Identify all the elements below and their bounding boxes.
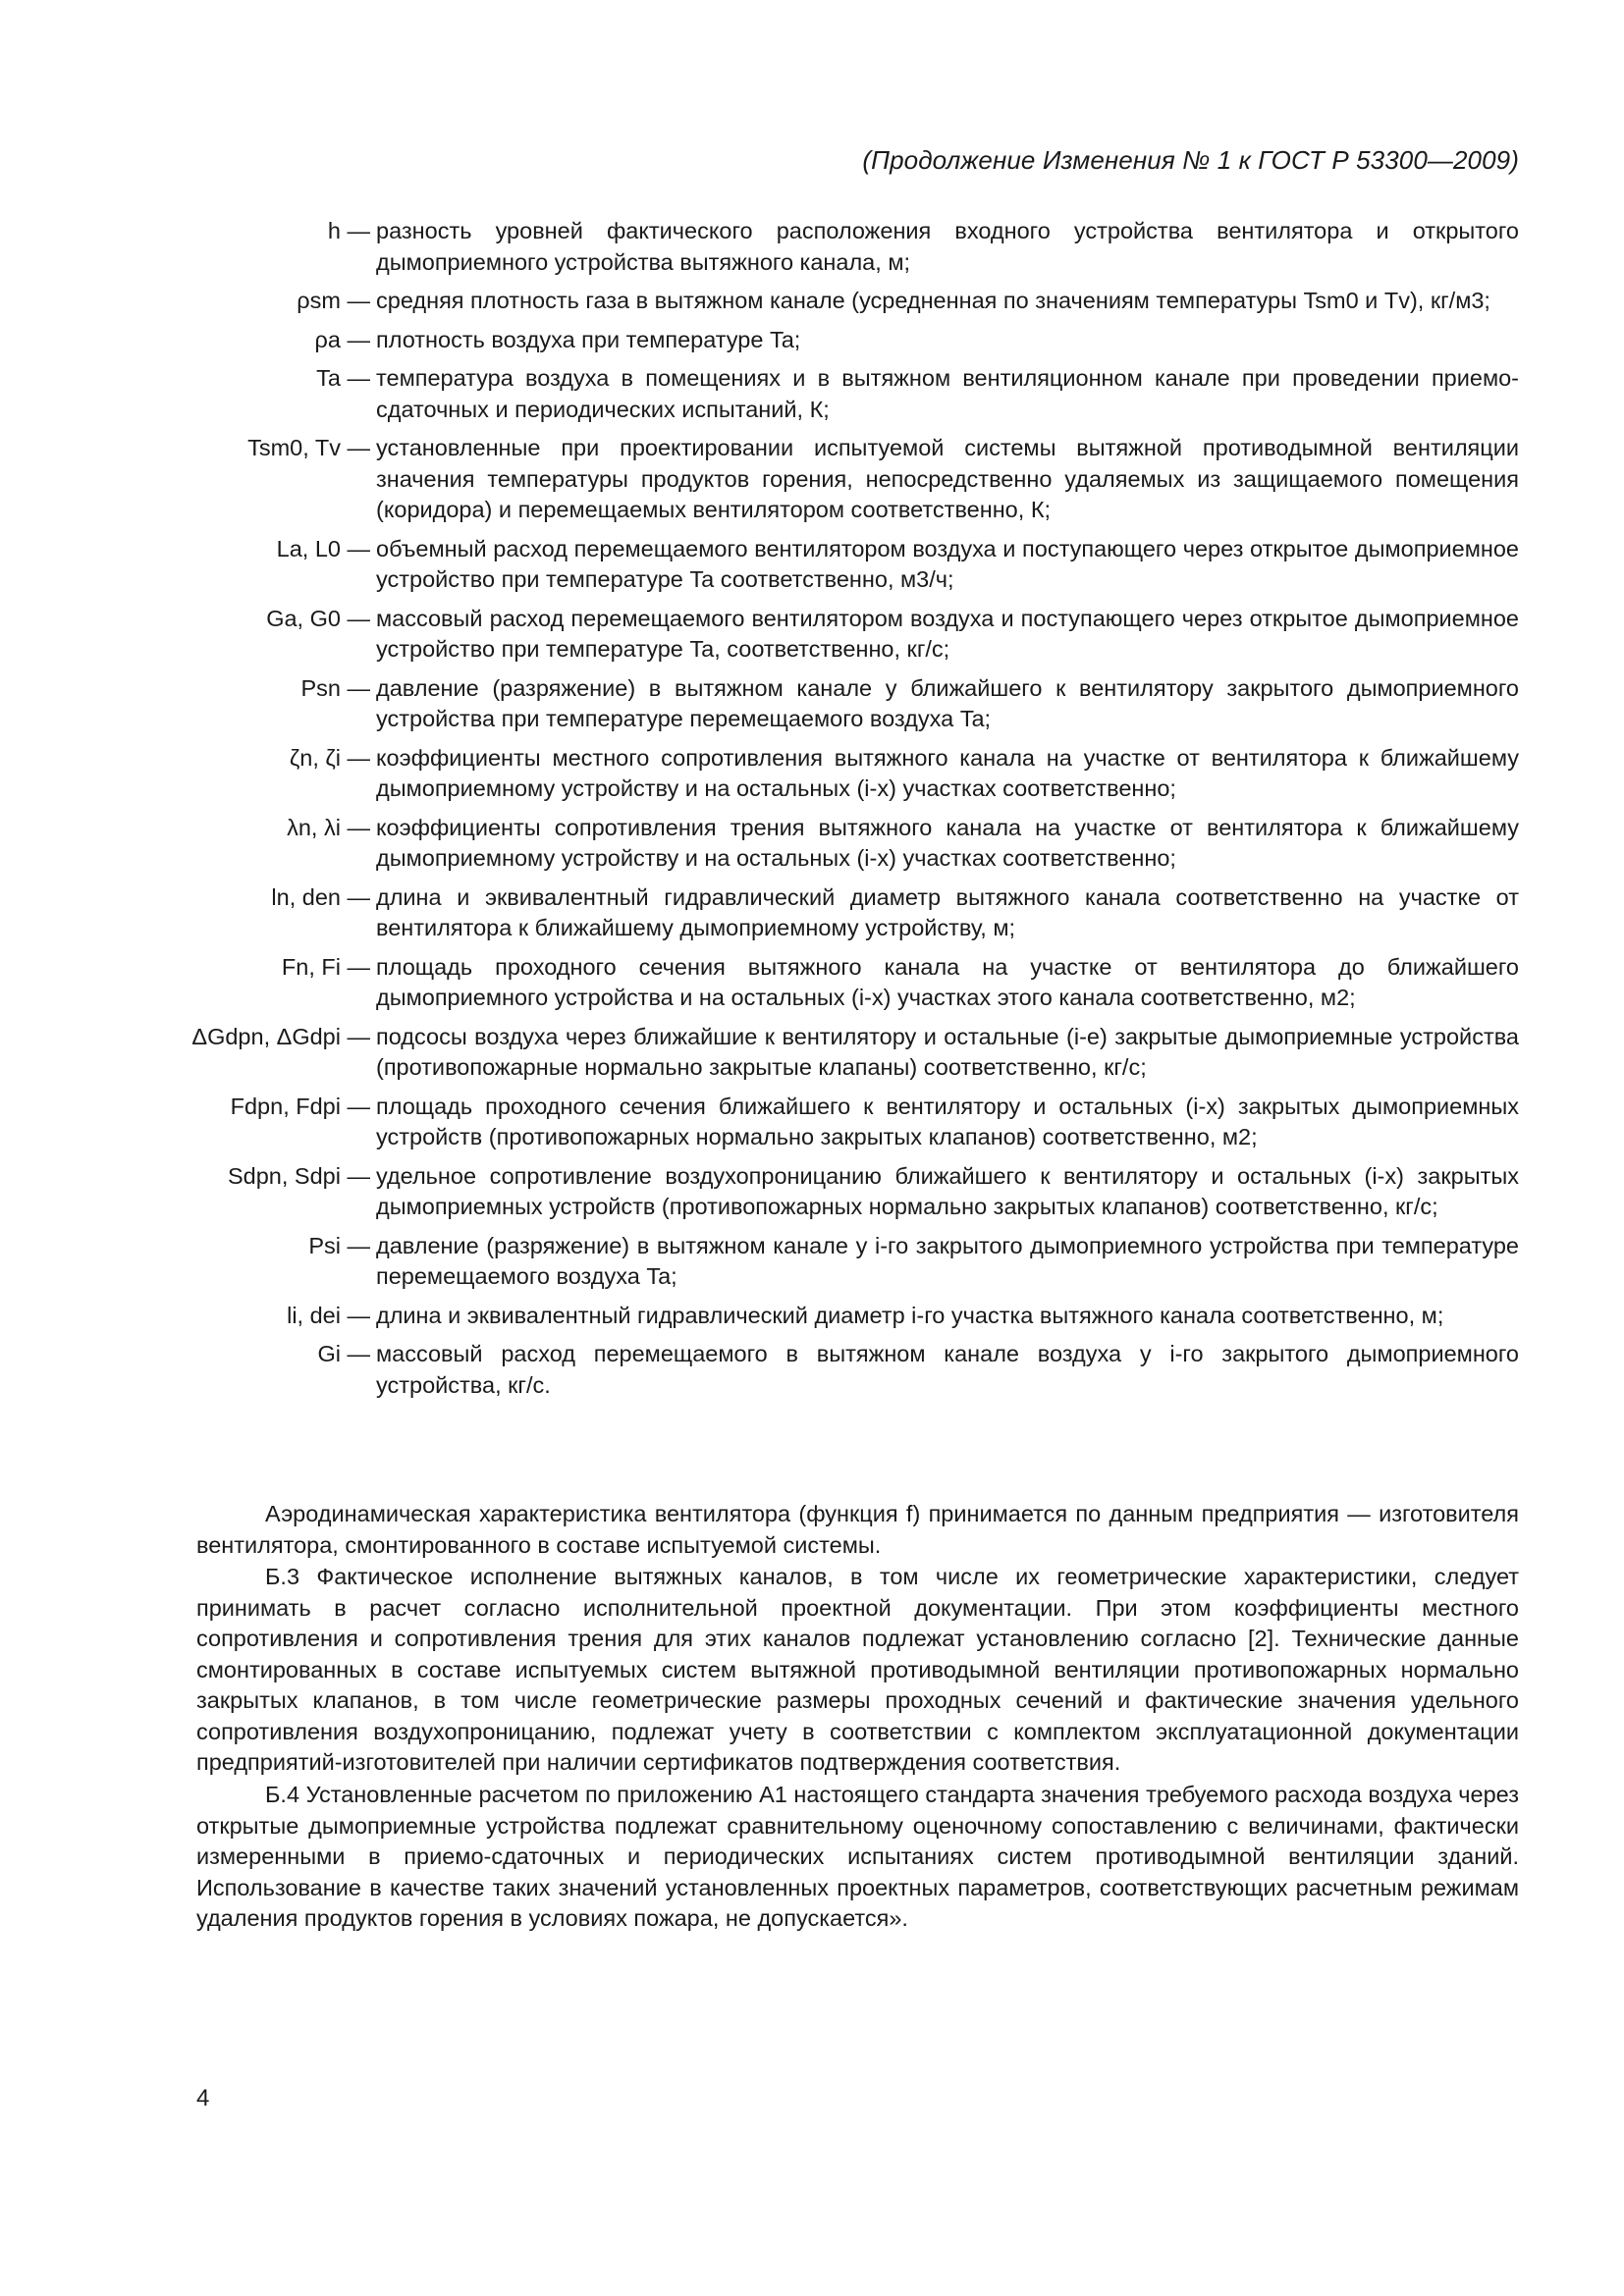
definition-item: [137, 286, 1519, 317]
definition-text: температура воздуха в помещениях и в вытяжном вентиляционном канале при проведении приемо-сдаточных и периодических испытаний, К;: [376, 365, 1519, 422]
definition-symbol: La, L0 —: [276, 535, 370, 561]
definition-symbol: ζn, ζi —: [289, 744, 370, 771]
definition-text: коэффициенты местного сопротивления вытяжного канала на участке от вентилятора к ближайшему дымоприемному устройству и на остальных (i-х) участках соответственно;: [376, 744, 1519, 801]
definition-item: [137, 1092, 1519, 1153]
definition-text: плотность воздуха при температуре Ta;: [376, 326, 801, 352]
definition-symbol: Tsm0, Tv —: [247, 435, 370, 460]
definition-symbol: li, dei —: [287, 1302, 370, 1328]
definition-text: длина и эквивалентный гидравлический диаметр вытяжного канала соответственно на участке от вентилятора к ближайшему дымоприемному устройству, м;: [376, 883, 1519, 940]
definition-text: давление (разряжение) в вытяжном канале у i-го закрытого дымоприемного устройства при температуре перемещаемого воздуха Ta;: [376, 1232, 1519, 1289]
paragraph-b3: Б.3 Фактическое исполнение вытяжных каналов, в том числе их геометрические характеристики, следует принимать в расчет согласно исполнительной проектной документации. При этом коэффициенты местного сопротивления и сопротивления трения для этих каналов подлежат установлению согласно [2]. Технические данные смонтированных в составе испытуемых систем вытяжной противодымной вентиляции противопожарных нормально закрытых клапанов, в том числе геометрические размеры проходных сечений и фактические значения удельного сопротивления воздухопроницанию, подлежат учету в соответствии с комплектом эксплуатационной документации предприятий-изготовителей при наличии сертификатов подтверждения соответствия.: [196, 1564, 1519, 1775]
definition-text: удельное сопротивление воздухопроницанию ближайшего к вентилятору и остальных (i-х) закрытых дымоприемных устройств (противопожарных нормально закрытых клапанов) соответственно, кг/с;: [376, 1162, 1519, 1219]
definition-item: [137, 433, 1519, 526]
definition-symbol: h —: [327, 218, 370, 243]
paragraph-fan-characteristic: Аэродинамическая характеристика вентилятора (функция f) принимается по данным предприятия — изготовителя вентилятора, смонтированного в составе испытуемой системы.: [196, 1501, 1519, 1558]
definition-symbol: ln, den —: [271, 883, 370, 910]
definitions-list: [137, 216, 1519, 1409]
definition-symbol: Gi —: [317, 1341, 370, 1366]
definition-symbol: Sdpn, Sdpi —: [227, 1162, 370, 1189]
definition-item: [137, 813, 1519, 875]
definition-text: массовый расход перемещаемого в вытяжном канале воздуха у i-го закрытого дымоприемного устройства, кг/с.: [376, 1341, 1519, 1398]
definition-symbol: Psn —: [300, 674, 370, 701]
definition-item: [137, 1161, 1519, 1223]
definition-item: [137, 952, 1519, 1014]
definition-item: [137, 325, 1519, 356]
definition-symbol: Fdpn, Fdpi —: [230, 1093, 370, 1119]
definition-item: [137, 534, 1519, 596]
definition-symbol: Ga, G0 —: [266, 605, 370, 631]
definition-text: объемный расход перемещаемого вентилятором воздуха и поступающего через открытое дымоприемное устройство при температуре Ta соответственно, м3/ч;: [376, 535, 1519, 592]
definition-text: разность уровней фактического расположения входного устройства вентилятора и открытого дымоприемного устройства вытяжного канала, м;: [376, 218, 1519, 275]
definition-symbol: ρsm —: [297, 288, 370, 313]
definition-text: средняя плотность газа в вытяжном канале (усредненная по значениям температуры Tsm0 и Tv), кг/м3;: [376, 288, 1490, 313]
definition-item: [137, 363, 1519, 425]
definition-symbol: ΔGdpn, ΔGdpi —: [191, 1023, 370, 1049]
definition-text: подсосы воздуха через ближайшие к вентилятору и остальные (i-е) закрытые дымоприемные устройства (противопожарные нормально закрытые клапаны) соответственно, кг/с;: [376, 1023, 1519, 1080]
definition-text: длина и эквивалентный гидравлический диаметр i-го участка вытяжного канала соответственно, м;: [376, 1302, 1444, 1328]
definition-text: массовый расход перемещаемого вентилятором воздуха и поступающего через открытое дымоприемное устройство при температуре Ta, соответственно, кг/с;: [376, 605, 1519, 662]
definition-item: [137, 1301, 1519, 1332]
definition-item: [137, 1231, 1519, 1293]
definition-text: площадь проходного сечения ближайшего к вентилятору и остальных (i-х) закрытых дымоприемных устройств (противопожарных нормально закрытых клапанов) соответственно, м2;: [376, 1093, 1519, 1149]
definition-text: установленные при проектировании испытуемой системы вытяжной противодымной вентиляции значения температуры продуктов горения, непосредственно удаляемых из защищаемого помещения (коридора) и перемещаемых вентилятором соответственно, К;: [376, 435, 1519, 522]
definition-item: [137, 216, 1519, 278]
definition-item: [137, 1022, 1519, 1084]
definition-symbol: ρa —: [314, 326, 370, 352]
definition-text: коэффициенты сопротивления трения вытяжного канала на участке от вентилятора к ближайшему дымоприемному устройству и на остальных (i-х) участках соответственно;: [376, 814, 1519, 871]
definition-item: [137, 1339, 1519, 1401]
paragraph-b4: Б.4 Установленные расчетом по приложению А1 настоящего стандарта значения требуемого расхода воздуха через открытые дымоприемные устройства подлежат сравнительному оценочному сопоставлению с величинами, фактически измеренными в приемо-сдаточных и периодических испытаниях систем противодымной вентиляции зданий. Использование в качестве таких значений установленных проектных параметров, соответствующих расчетным режимам удаления продуктов горения в условиях пожара, не допускается».: [196, 1782, 1519, 1931]
definition-text: давление (разряжение) в вытяжном канале у ближайшего к вентилятору закрытого дымоприемного устройства при температуре перемещаемого воздуха Ta;: [376, 674, 1519, 731]
definition-item: [137, 743, 1519, 805]
definition-symbol: Fn, Fi —: [281, 953, 370, 980]
definition-symbol: Ta —: [316, 365, 370, 391]
definition-item: [137, 673, 1519, 735]
page-number: 4: [196, 2085, 210, 2111]
definition-item: [137, 604, 1519, 666]
page-header: (Продолжение Изменения № 1 к ГОСТ Р 53300—2009): [862, 145, 1519, 175]
definition-item: [137, 882, 1519, 944]
definition-symbol: Psi —: [308, 1232, 370, 1258]
definition-text: площадь проходного сечения вытяжного канала на участке от вентилятора до ближайшего дымоприемного устройства и на остальных (i-х) участках этого канала соответственно, м2;: [376, 953, 1519, 1010]
definition-symbol: λn, λi —: [287, 814, 370, 840]
